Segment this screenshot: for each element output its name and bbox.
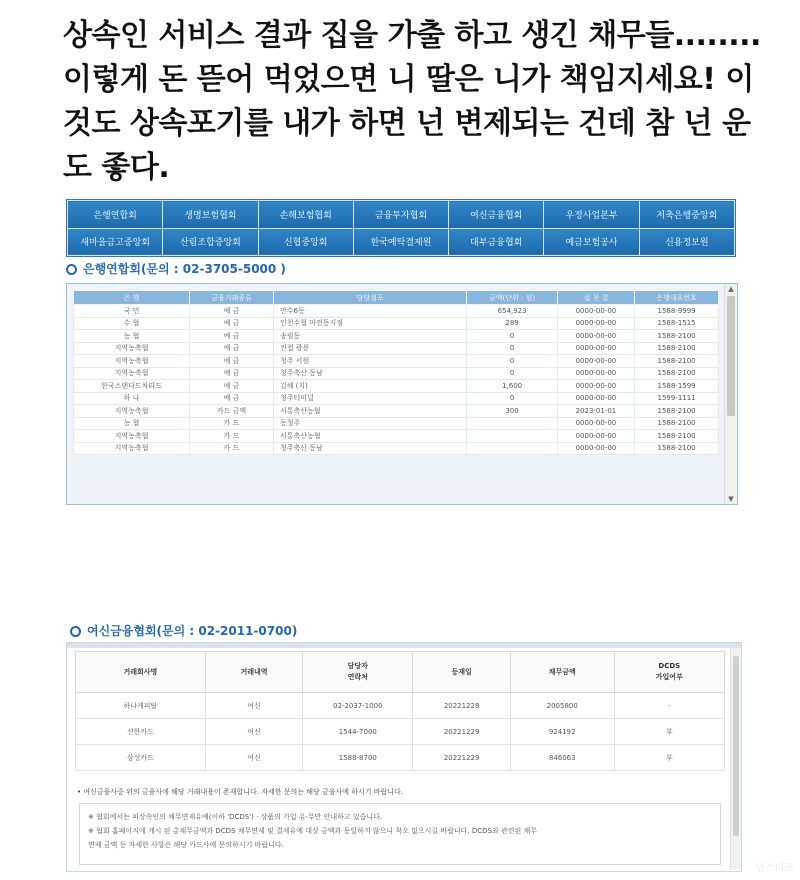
table-row [76, 693, 725, 719]
credit-footnote: • 여신금융사중 위의 금융사에 해당 거래내용이 존재합니다. 자세한 문의는 해당 금융사에 하시기 바랍니다. [77, 788, 404, 796]
table-cell: 1588-2100 [635, 367, 719, 380]
bank-table [73, 290, 719, 455]
table-row [74, 405, 719, 418]
bank-table-body [74, 305, 719, 455]
notice-line: 면제 금액 등 자세한 사항은 해당 카드사에 문의하시기 바랍니다. [88, 841, 284, 849]
table-cell: 0000-00-00 [557, 367, 634, 380]
table-cell: 카 드 [190, 442, 274, 455]
table-cell: 여신 [205, 719, 302, 745]
table-row [74, 342, 719, 355]
table-cell: 1588-2100 [635, 417, 719, 430]
table-cell [467, 442, 557, 455]
table-cell: 서통축산농협 [273, 405, 467, 418]
headline-line: 상속인 서비스 결과 집을 가출 하고 생긴 채무들........ [63, 18, 761, 53]
table-cell [467, 417, 557, 430]
headline-line: 이렇게 돈 뜯어 먹었으면 니 딸은 니가 책임지세요! 이 [63, 62, 754, 97]
credit-section-title [70, 622, 297, 639]
table-cell: 지역농축협 [74, 367, 190, 380]
table-row [74, 442, 719, 455]
table-cell: 0000-00-00 [557, 330, 634, 343]
headline-line: 것도 상속포기를 내가 하면 넌 변제되는 건데 참 넌 운 [63, 106, 751, 141]
table-cell: 청주축산 동남 [273, 367, 467, 380]
table-cell: 진접 광릉 [273, 342, 467, 355]
credit-section-title-text: 여신금융협회(문의 : 02-2011-0700) [87, 624, 298, 638]
table-cell: 청주 서원 [273, 355, 467, 368]
table-cell: 20221229 [413, 719, 510, 745]
table-cell: - [614, 693, 724, 719]
table-row [74, 392, 719, 405]
table-cell: 0000-00-00 [557, 430, 634, 443]
credit-table [75, 651, 725, 771]
table-cell: 하나캐피탈 [76, 693, 206, 719]
table-cell: 0000-00-00 [557, 442, 634, 455]
table-row [74, 367, 719, 380]
assoc-tab[interactable]: 한국예탁결제원 [353, 228, 448, 256]
table-cell: 부 [614, 745, 724, 771]
column-header: DCDS 가입여부 [614, 652, 724, 693]
table-cell: 654,923 [467, 305, 557, 318]
table-cell: 카드 금액 [190, 405, 274, 418]
table-cell: 하 나 [74, 392, 190, 405]
table-cell: 예 금 [190, 380, 274, 393]
table-row [74, 330, 719, 343]
credit-panel-scrollbar[interactable] [730, 648, 741, 870]
table-cell: 2005800 [510, 693, 614, 719]
table-cell: 지역농축협 [74, 355, 190, 368]
table-cell: 삼성카드 [76, 745, 206, 771]
column-header: 금액(단위 : 원) [467, 291, 557, 305]
table-cell: 동청주 [273, 417, 467, 430]
table-cell: 0 [467, 367, 557, 380]
assoc-tab[interactable]: 산림조합중앙회 [163, 228, 258, 256]
table-cell: 0000-00-00 [557, 317, 634, 330]
table-cell: 0000-00-00 [557, 342, 634, 355]
table-cell: 카 드 [190, 417, 274, 430]
watermark: 인스티즈 [755, 863, 794, 874]
bullet-icon [70, 626, 81, 637]
table-cell: 신한카드 [76, 719, 206, 745]
table-cell: 1588-1599 [635, 380, 719, 393]
table-row [74, 355, 719, 368]
table-cell: 02-2037-1000 [303, 693, 413, 719]
table-cell: 예 금 [190, 367, 274, 380]
table-cell: 지역농축협 [74, 342, 190, 355]
notice-line: ※ 협회에서는 피상속인의 채무면제유예(이하 'DCDS') · 상품의 가입 유·무만 안내하고 있습니다. [88, 813, 383, 821]
scrollbar-thumb[interactable] [727, 296, 735, 416]
table-row [74, 430, 719, 443]
table-cell: 여신 [205, 745, 302, 771]
scrollbar-thumb[interactable] [733, 656, 739, 836]
table-cell: 924192 [510, 719, 614, 745]
assoc-tab[interactable]: 은행연합회 [68, 201, 163, 229]
table-cell: 청주터미널 [273, 392, 467, 405]
bullet-icon [66, 264, 77, 275]
column-header: 등재일 [413, 652, 510, 693]
column-header: 담당점포 [273, 291, 467, 305]
table-cell: 1544-7000 [303, 719, 413, 745]
bank-section-title-text: 은행연합회(문의 : 02-3705-5000 ) [83, 262, 286, 276]
column-header: 금융거래종류 [190, 291, 274, 305]
assoc-tab[interactable]: 대부금융협회 [449, 228, 544, 256]
assoc-tab[interactable]: 생명보험협회 [163, 201, 258, 229]
bank-table-scroll-area [67, 284, 725, 504]
headline [63, 14, 761, 190]
table-cell: 20221229 [413, 745, 510, 771]
table-cell: 농 협 [74, 417, 190, 430]
table-row [74, 417, 719, 430]
table-cell: 300 [467, 405, 557, 418]
notice-line: ※ 협회 홈페이지에 게시 된 총채무금액과 DCDS 채무면제 및 결제유예 대상 금액과 동일하지 않으니 착오 없으시길 바랍니다. DCDS와 관련된 채무 [88, 827, 537, 835]
table-cell: 846063 [510, 745, 614, 771]
table-cell: 지역농축협 [74, 430, 190, 443]
column-header: 은 행 [74, 291, 190, 305]
table-cell: 1,600 [467, 380, 557, 393]
assoc-tab[interactable]: 금융투자협회 [353, 201, 448, 229]
table-cell: 0 [467, 392, 557, 405]
table-cell: 송림동 [273, 330, 467, 343]
table-cell: 만수6동 [273, 305, 467, 318]
table-cell: 0000-00-00 [557, 392, 634, 405]
table-cell: 수 협 [74, 317, 190, 330]
table-cell: 1588-9999 [635, 305, 719, 318]
assoc-tab[interactable]: 예금보험공사 [544, 228, 639, 256]
table-cell: 국 민 [74, 305, 190, 318]
column-header: 거래회사명 [76, 652, 206, 693]
table-cell: 289 [467, 317, 557, 330]
credit-table-body [76, 693, 725, 771]
table-cell: 1588-2100 [635, 342, 719, 355]
column-header: 은행대표번호 [635, 291, 719, 305]
scroll-up-icon[interactable]: ▲ [728, 285, 734, 293]
assoc-tab[interactable]: 저축은행중앙회 [639, 201, 734, 229]
headline-line: 도 좋다. [63, 150, 170, 185]
table-cell: 농 협 [74, 330, 190, 343]
table-cell: 0 [467, 355, 557, 368]
credit-table-header [76, 652, 725, 693]
table-cell: 청주축산 동남 [273, 442, 467, 455]
bank-section-title [66, 260, 286, 277]
table-cell: 1588-2100 [635, 405, 719, 418]
table-cell: 서통축산농협 [273, 430, 467, 443]
panel-top-border [67, 643, 741, 648]
column-header: 설 천 결 [557, 291, 634, 305]
table-cell: 예 금 [190, 342, 274, 355]
bank-table-scrollbar[interactable] [724, 284, 737, 504]
table-cell [467, 430, 557, 443]
table-row [74, 380, 719, 393]
table-row [74, 305, 719, 318]
assoc-tab[interactable]: 손해보험협회 [258, 201, 353, 229]
bank-table-header [74, 291, 719, 305]
table-cell: 20221228 [413, 693, 510, 719]
table-cell: 부 [614, 719, 724, 745]
table-cell: 예 금 [190, 355, 274, 368]
table-cell: 예 금 [190, 305, 274, 318]
table-cell: 인천수협 마전동지점 [273, 317, 467, 330]
column-header: 채무금액 [510, 652, 614, 693]
table-row [76, 719, 725, 745]
column-header: 거래내역 [205, 652, 302, 693]
credit-table-panel [66, 642, 742, 872]
assoc-tab[interactable]: 우정사업본부 [544, 201, 639, 229]
table-cell: 카 드 [190, 430, 274, 443]
table-cell: 0000-00-00 [557, 305, 634, 318]
assoc-tab[interactable]: 신협중앙회 [258, 228, 353, 256]
table-cell: 지역농축협 [74, 442, 190, 455]
table-cell: 김해 (지) [273, 380, 467, 393]
table-cell: 1588-1515 [635, 317, 719, 330]
column-header: 담당자 연락처 [303, 652, 413, 693]
table-cell: 0000-00-00 [557, 380, 634, 393]
table-cell: 예 금 [190, 392, 274, 405]
assoc-tab[interactable]: 신용정보원 [639, 228, 734, 256]
table-cell: 예 금 [190, 330, 274, 343]
table-cell: 2023-01-01 [557, 405, 634, 418]
assoc-tab[interactable]: 새마을금고중앙회 [68, 228, 163, 256]
table-cell: 0 [467, 330, 557, 343]
table-cell: 예 금 [190, 317, 274, 330]
assoc-tab[interactable]: 여신금융협회 [449, 201, 544, 229]
table-cell: 0 [467, 342, 557, 355]
table-cell: 여신 [205, 693, 302, 719]
table-cell: 1588-8700 [303, 745, 413, 771]
association-nav [66, 199, 736, 257]
table-row [76, 745, 725, 771]
table-row [74, 317, 719, 330]
table-cell: 1599-1111 [635, 392, 719, 405]
scroll-down-icon[interactable]: ▼ [728, 495, 734, 503]
dcds-notice-box [79, 803, 721, 865]
table-cell: 1588-2100 [635, 442, 719, 455]
table-cell: 0000-00-00 [557, 417, 634, 430]
table-cell: 지역농축협 [74, 405, 190, 418]
table-cell: 한국스탠다드차타드 [74, 380, 190, 393]
table-cell: 1588-2100 [635, 430, 719, 443]
table-cell: 0000-00-00 [557, 355, 634, 368]
bank-table-panel [66, 283, 738, 505]
table-cell: 1588-2100 [635, 330, 719, 343]
table-cell: 1588-2100 [635, 355, 719, 368]
